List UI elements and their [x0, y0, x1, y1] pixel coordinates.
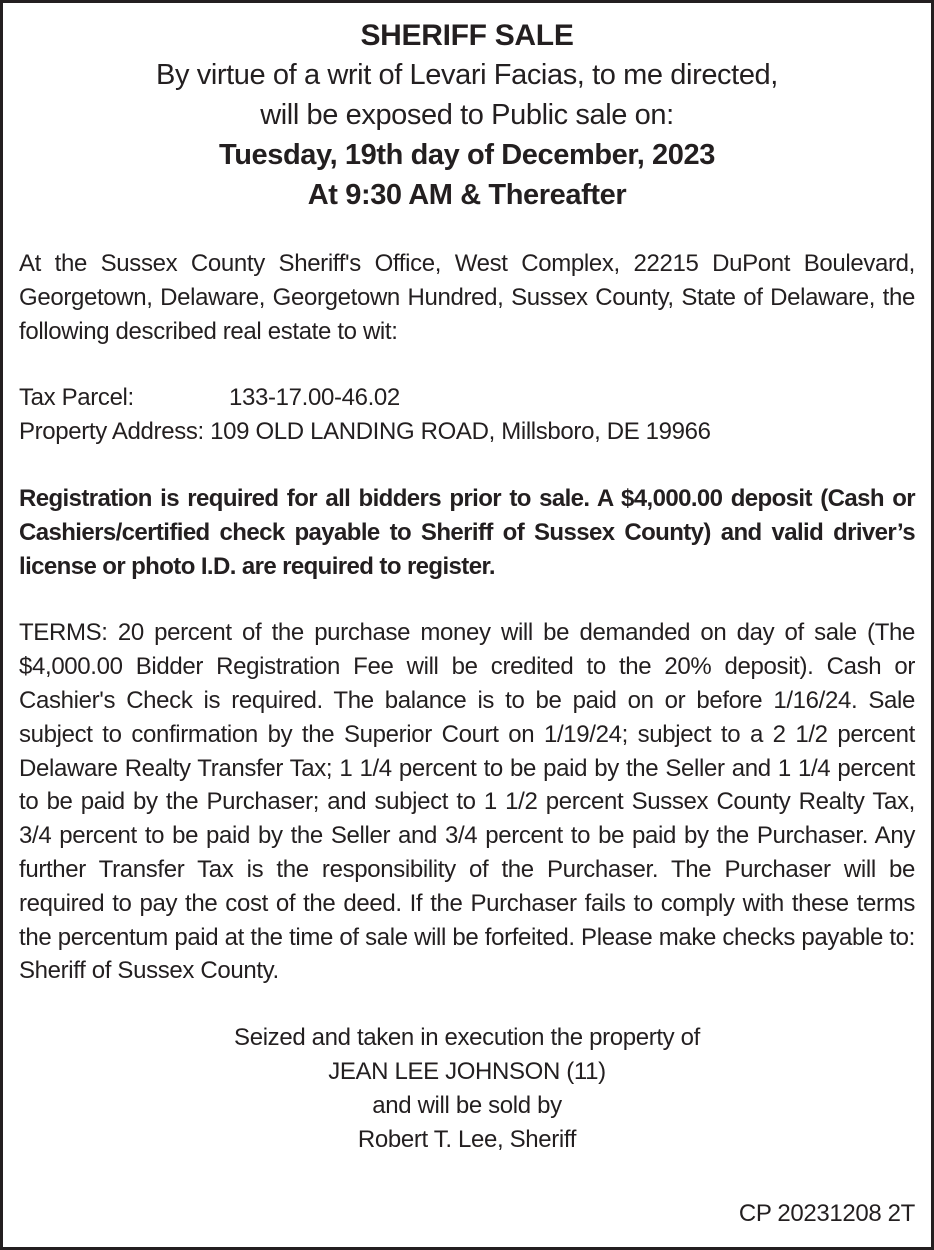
seizure-statement: Seized and taken in execution the property of: [234, 1024, 700, 1052]
tax-parcel-row: [19, 381, 915, 415]
sale-time: At 9:30 AM & Thereafter: [307, 179, 627, 211]
tax-parcel-value: 133-17.00-46.02: [229, 384, 400, 412]
notice-header: [19, 17, 915, 215]
sale-date: Tuesday, 19th day of December, 2023: [219, 139, 715, 171]
defendant-name: JEAN LEE JOHNSON (11): [328, 1057, 606, 1085]
sheriff-signature: Robert T. Lee, Sheriff: [357, 1125, 577, 1153]
registration-requirements: Registration is required for all bidders prior to sale. A $4,000.00 deposit (Cash or Cashiers/certified check payable to Sheriff of Sussex County) and valid driver’s license or photo I.D. are required to register.: [19, 484, 915, 580]
closing-statement: [19, 1021, 915, 1156]
writ-statement: By virtue of a writ of Levari Facias, to me directed,: [156, 59, 778, 91]
public-sale-statement: will be exposed to Public sale on:: [260, 99, 674, 131]
sale-location: At the Sussex County Sheriff's Office, West Complex, 22215 DuPont Boulevard, Georgetown, Delaware, Georgetown Hundred, Sussex County, State of Delaware, the following described real estate to wit:: [19, 250, 915, 345]
notice-title: SHERIFF SALE: [360, 19, 574, 52]
sold-by-statement: and will be sold by: [372, 1091, 562, 1119]
property-address-row: [19, 415, 915, 449]
publication-code: CP 20231208 2T: [738, 1200, 915, 1227]
property-address-value: 109 OLD LANDING ROAD, Millsboro, DE 19966: [210, 418, 711, 446]
sale-terms: TERMS: 20 percent of the purchase money will be demanded on day of sale (The $4,000.00 Bidder Registration Fee will be credited to the 20% deposit). Cash or Cashier's Check is required. The balance is to be paid on or before 1/16/24. Sale subject to confirmation by the Superior Court on 1/19/24; subject to a 2 1/2 percent Delaware Realty Transfer Tax; 1 1/4 percent to be paid by the Seller and 1 1/4 percent to be paid by the Purchaser; and subject to 1 1/2 percent Sussex County Realty Tax, 3/4 percent to be paid by the Seller and 3/4 percent to be paid by the Purchaser. Any further Transfer Tax is the responsibility of the Purchaser. The Purchaser will be required to pay the cost of the deed. If the Purchaser fails to comply with these terms the percentum paid at the time of sale will be forfeited. Please make checks payable to: Sheriff of Sussex County.: [19, 619, 915, 985]
tax-parcel-label: Tax Parcel:: [19, 384, 134, 412]
property-address-label: Property Address:: [19, 418, 204, 446]
property-details: [19, 381, 915, 449]
